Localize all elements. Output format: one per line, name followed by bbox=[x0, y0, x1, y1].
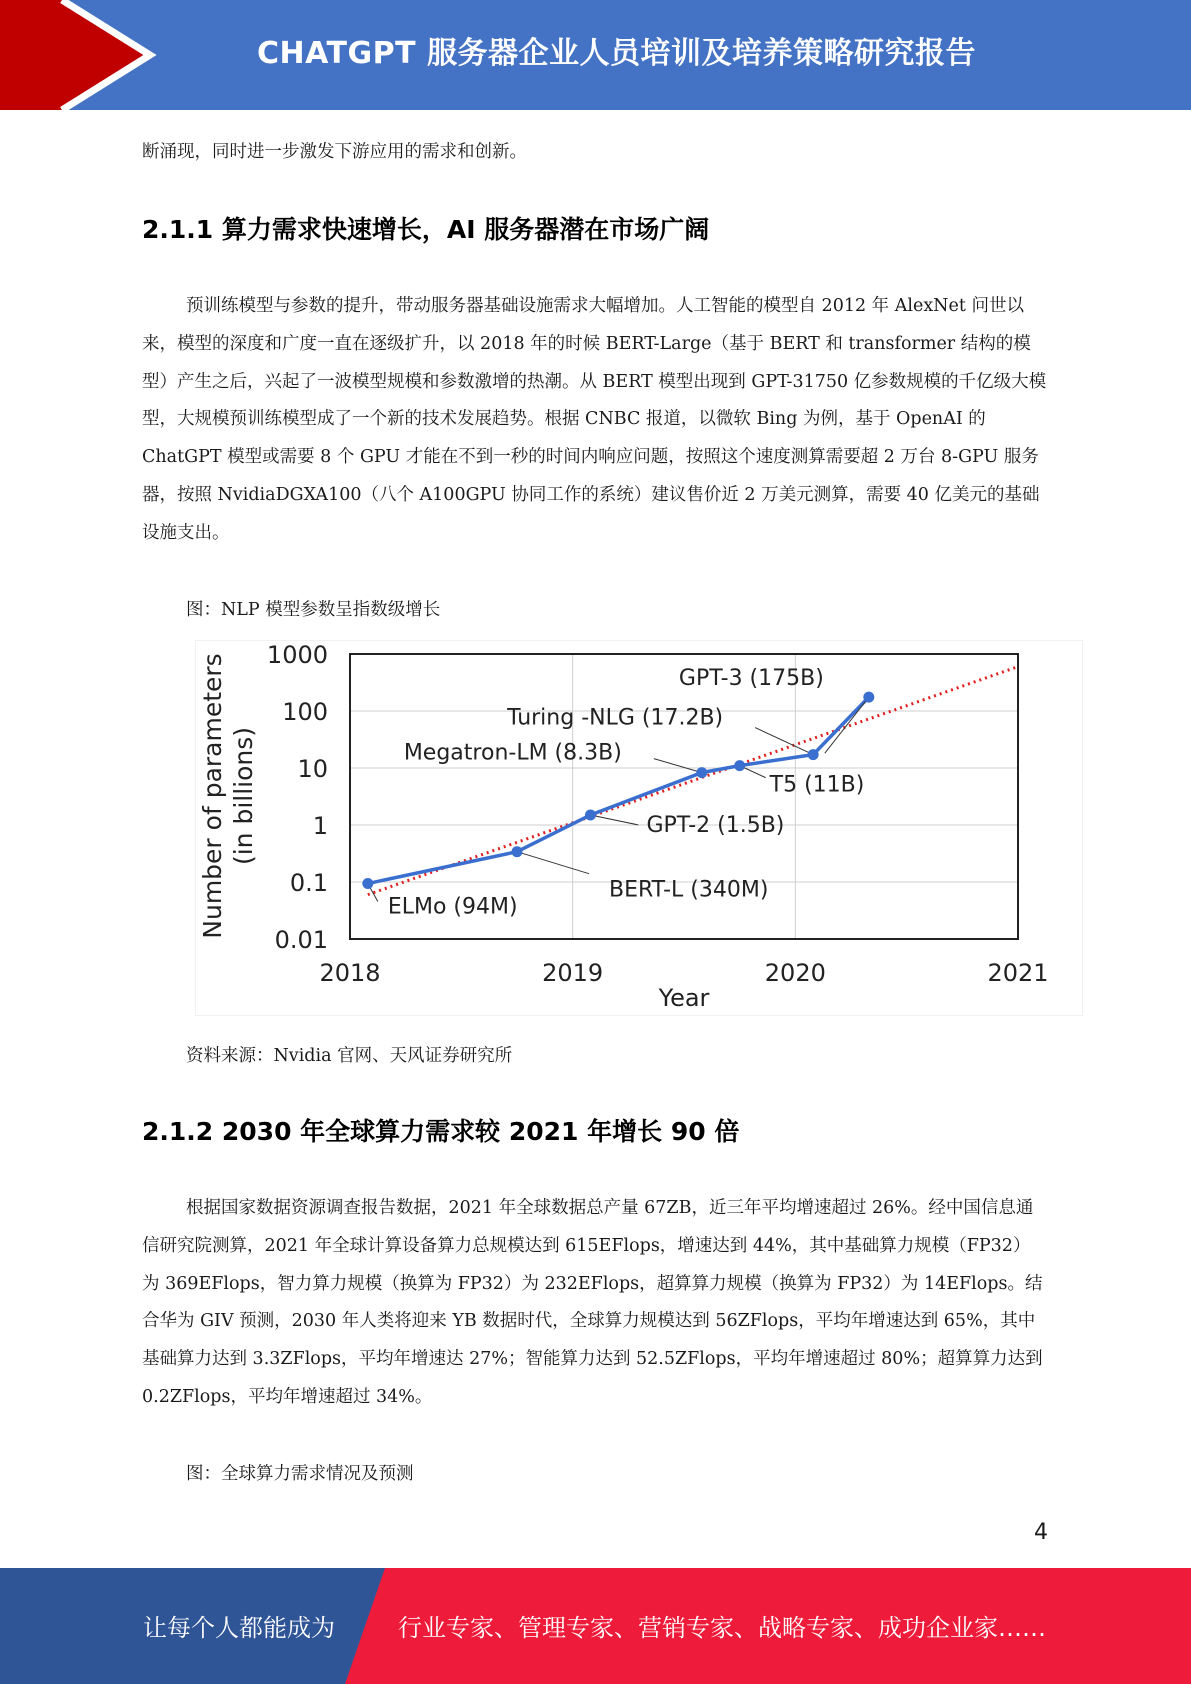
y-tick-label: 0.1 bbox=[289, 869, 328, 897]
footer-slogan-right: 行业专家、管理专家、营销专家、战略专家、成功企业家…… bbox=[398, 1614, 1046, 1642]
y-tick-label: 100 bbox=[282, 698, 328, 726]
x-tick-label: 2018 bbox=[319, 959, 381, 987]
data-point bbox=[734, 760, 745, 771]
data-point bbox=[696, 767, 707, 778]
y-tick-label: 10 bbox=[297, 755, 328, 783]
intro-line: 断涌现，同时进一步激发下游应用的需求和创新。 bbox=[142, 142, 527, 162]
y-tick-label: 1 bbox=[312, 812, 328, 840]
y-tick-label: 0.01 bbox=[274, 926, 328, 954]
figure-caption-nlp: 图：NLP 模型参数呈指数级增长 bbox=[186, 600, 441, 620]
page-number: 4 bbox=[1034, 1520, 1048, 1545]
figure-caption-compute: 图：全球算力需求情况及预测 bbox=[186, 1464, 414, 1484]
footer-slogan-left: 让每个人都能成为 bbox=[143, 1614, 335, 1642]
nlp-parameters-chart bbox=[195, 640, 1083, 1016]
data-point-label: ELMo (94M) bbox=[387, 894, 518, 920]
page-header bbox=[0, 0, 1191, 110]
data-point-label: Megatron-LM (8.3B) bbox=[403, 740, 622, 766]
section-2-1-2-paragraph: 根据国家数据资源调查报告数据，2021 年全球数据总产量 67ZB，近三年平均增速超过 26%。经中国信息通信研究院测算，2021 年全球计算设备算力总规模达到 615EFlops，增速达到 44%，其中基础算力规模（FP32）为 369EFlops，智力算力规模（换算为 FP32）为 232EFlops，超算算力规模（换算为 FP32）为 14EFlops。结合华为 GIV 预测，2030 年人类将迎来 YB 数据时代，全球算力规模达到 56ZFlops，平均年增速达到 65%，其中基础算力达到 3.3ZFlops，平均年增速达 27%；智能算力达到 52.5ZFlops，平均年增速超过 80%；超算算力达到 0.2ZFlops，平均年增速超过 34%。 bbox=[142, 1198, 1043, 1407]
data-point bbox=[362, 878, 373, 889]
data-point bbox=[863, 692, 874, 703]
y-tick-label: 1000 bbox=[266, 641, 328, 669]
data-point-label: GPT-2 (1.5B) bbox=[646, 812, 785, 838]
data-point-label: Turing -NLG (17.2B) bbox=[507, 705, 724, 731]
page-footer bbox=[0, 1568, 1191, 1684]
report-title: CHATGPT 服务器企业人员培训及培养策略研究报告 bbox=[257, 36, 976, 71]
x-tick-label: 2021 bbox=[987, 959, 1049, 987]
data-point bbox=[808, 749, 819, 760]
y-axis-label-line2: (in billions) bbox=[229, 726, 258, 866]
data-point-label: T5 (11B) bbox=[769, 772, 865, 798]
section-heading-2-1-1: 2.1.1 算力需求快速增长，AI 服务器潜在市场广阔 bbox=[142, 215, 710, 244]
section-heading-2-1-2: 2.1.2 2030 年全球算力需求较 2021 年增长 90 倍 bbox=[142, 1117, 740, 1146]
y-axis-label-line1: Number of parameters bbox=[198, 653, 227, 939]
x-tick-label: 2020 bbox=[764, 959, 826, 987]
data-point-label: GPT-3 (175B) bbox=[678, 666, 824, 692]
section-2-1-1-paragraph: 预训练模型与参数的提升，带动服务器基础设施需求大幅增加。人工智能的模型自 2012 年 AlexNet 问世以来，模型的深度和广度一直在逐级扩升，以 2018 年的时候 BERT-Large（基于 BERT 和 transformer 结构的模型）产生之后，兴起了一波模型规模和参数激增的热潮。从 BERT 模型出现到 GPT-31750 亿参数规模的千亿级大模型，大规模预训练模型成了一个新的技术发展趋势。根据 CNBC 报道，以微软 Bing 为例，基于 OpenAI 的 ChatGPT 模型或需要 8 个 GPU 才能在不到一秒的时间内响应问题，按照这个速度测算需要超 2 万台 8-GPU 服务器，按照 NvidiaDGXA100（八个 A100GPU 协同工作的系统）建议售价近 2 万美元测算，需要 40 亿美元的基础设施支出。 bbox=[142, 296, 1047, 543]
data-point bbox=[512, 846, 523, 857]
x-axis-label: Year bbox=[658, 984, 710, 1012]
data-point-label: BERT-L (340M) bbox=[609, 877, 769, 903]
figure-source: 资料来源：Nvidia 官网、天风证券研究所 bbox=[186, 1046, 513, 1066]
data-point bbox=[585, 809, 596, 820]
x-tick-label: 2019 bbox=[542, 959, 604, 987]
